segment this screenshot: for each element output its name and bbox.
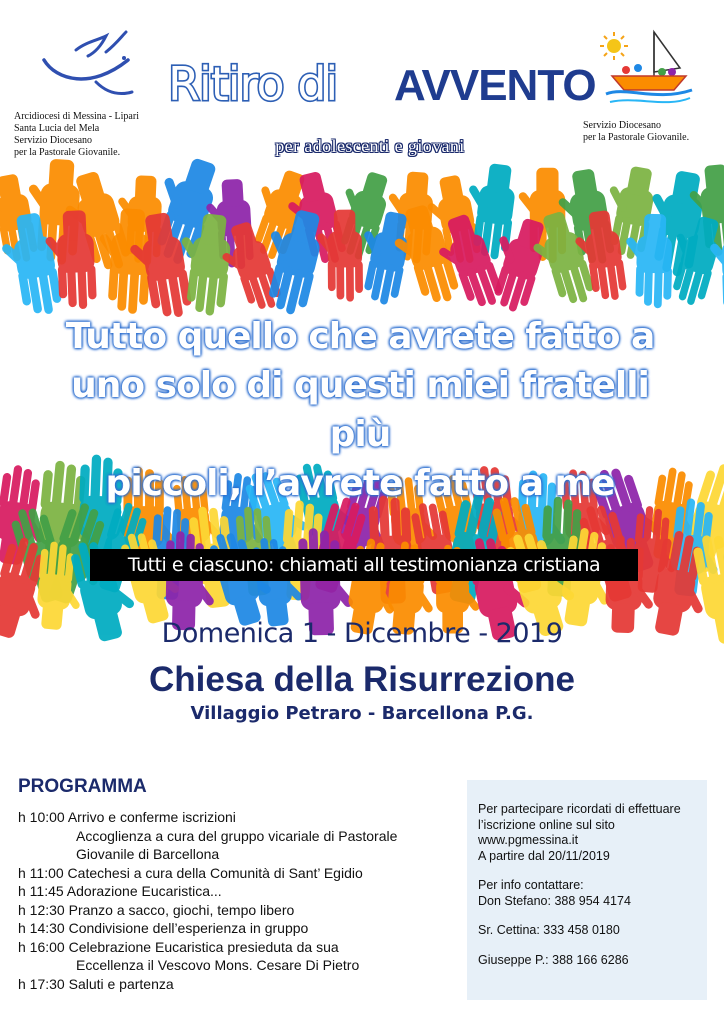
program-item: h 12:30 Pranzo a sacco, giochi, tempo libero (18, 901, 295, 918)
event-date: Domenica 1 - Dicembre - 2019 (161, 618, 563, 649)
registration-line: A partire dal 20/11/2019 (478, 848, 610, 863)
event-church: Chiesa della Risurrezione (149, 660, 575, 699)
contact-header: Per info contattare: (478, 878, 584, 892)
title-ritiro: Ritiro di (168, 57, 338, 111)
title-avvento: AVVENTO (394, 61, 596, 110)
quote-line: piccoli, l’avrete fatto a me (105, 463, 615, 504)
left-org-line: Santa Lucia del Mela (14, 123, 100, 134)
contact-line: Sr. Cettina: 333 458 0180 (478, 923, 620, 937)
hand-shape (623, 213, 674, 308)
boat-logo-icon (596, 28, 696, 112)
program-item-detail: Giovanile di Barcellona (76, 846, 220, 862)
program-item: h 16:00 Celebrazione Eucaristica presieduta da sua (18, 938, 339, 955)
registration-line: l’iscrizione online sul sito (478, 817, 615, 832)
info-text (478, 802, 703, 968)
program-item: h 14:30 Condivisione dell’esperienza in gruppo (18, 920, 309, 936)
quote-line: Tutto quello che avrete fatto a (65, 316, 655, 357)
left-org-line: Servizio Diocesano (14, 135, 93, 146)
program-item: h 17:30 Saluti e partenza (18, 975, 174, 992)
hands-banner (0, 192, 724, 602)
dove-icon (36, 30, 136, 102)
program-item-detail: Accoglienza a cura del gruppo vicariale di Pastorale (76, 827, 398, 844)
program-item: h 10:00 Arrivo e conferme iscrizioni (18, 809, 236, 825)
bible-quote (40, 312, 680, 508)
left-org-line: Arcidiocesi di Messina - Lipari (14, 111, 139, 122)
left-org-line: per la Pastorale Giovanile. (14, 147, 121, 158)
right-organization (583, 120, 689, 144)
website-link[interactable]: www.pgmessina.it (478, 833, 579, 847)
program-title: PROGRAMMA (18, 776, 147, 797)
registration-line: Per partecipare ricordati di effettuare (478, 802, 681, 816)
contact-line: Don Stefano: 388 954 4174 (478, 893, 631, 908)
left-organization (14, 111, 139, 159)
right-org-line: per la Pastorale Giovanile. (583, 132, 690, 143)
subtitle: per adolescenti e giovani (275, 136, 465, 156)
tagline: Tutti e ciascuno: chiamati all testimonianza cristiana (127, 554, 601, 576)
program-item: h 11:00 Catechesi a cura della Comunità di Sant’ Egidio (18, 864, 363, 881)
event-place: Villaggio Petraro - Barcellona P.G. (190, 703, 534, 724)
contact-line: Giuseppe P.: 388 166 6286 (478, 952, 629, 967)
right-org-line: Servizio Diocesano (583, 120, 662, 131)
page-title (166, 50, 596, 114)
program-item-detail: Eccellenza il Vescovo Mons. Cesare Di Pietro (76, 957, 360, 973)
quote-line: uno solo di questi miei fratelli più (71, 365, 649, 455)
program-list (18, 808, 463, 993)
program-item: h 11:45 Adorazione Eucaristica... (18, 883, 222, 899)
